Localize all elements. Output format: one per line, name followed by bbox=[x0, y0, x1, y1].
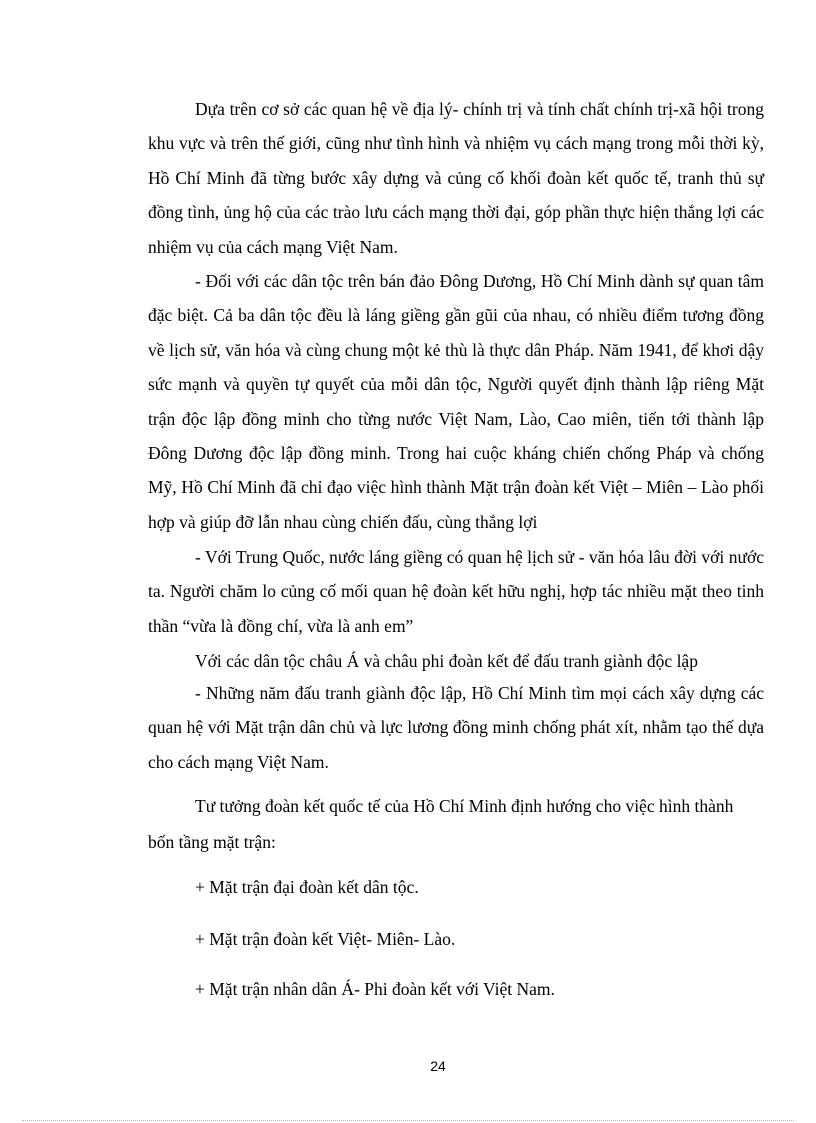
front-list-item: + Mặt trận đoàn kết Việt- Miên- Lào. bbox=[195, 929, 456, 949]
page-number: 24 bbox=[430, 1058, 446, 1074]
front-list-item: + Mặt trận nhân dân Á- Phi đoàn kết với Việt Nam. bbox=[195, 979, 555, 999]
paragraph-foundation: Dựa trên cơ sở các quan hệ về địa lý- chính trị và tính chất chính trị-xã hội trong khu vực và trên thế giới, cũng như tình hình và nhiệm vụ cách mạng trong mỗi thời kỳ, Hồ Chí Minh đã từng bước xây dựng và củng cố khối đoàn kết quốc tế, tranh thủ sự đồng tình, ủng hộ của các trào lưu cách mạng thời đại, góp phần thực hiện thắng lợi các nhiệm vụ của cách mạng Việt Nam. bbox=[148, 99, 764, 257]
paragraph-four-fronts-intro: Tư tưởng đoàn kết quốc tế của Hồ Chí Minh định hướng cho việc hình thành bốn tầng mặt trận: bbox=[148, 796, 734, 852]
paragraph-asia-africa: Với các dân tộc châu Á và châu phi đoàn kết để đấu tranh giành độc lập bbox=[195, 651, 698, 671]
paragraph-china: - Với Trung Quốc, nước láng giềng có quan hệ lịch sử - văn hóa lâu đời với nước ta. Người chăm lo củng cố mối quan hệ đoàn kết hữu nghị, hợp tác nhiều mặt theo tinh thần “vừa là đồng chí, vừa là anh em” bbox=[148, 547, 764, 636]
paragraph-independence-struggle: - Những năm đấu tranh giành độc lập, Hồ Chí Minh tìm mọi cách xây dựng các quan hệ với Mặt trận dân chủ và lực lương đồng minh chống phát xít, nhằm tạo thế dựa cho cách mạng Việt Nam. bbox=[148, 683, 764, 772]
front-list-item: + Mặt trận đại đoàn kết dân tộc. bbox=[195, 877, 419, 897]
paragraph-indochina: - Đối với các dân tộc trên bán đảo Đông Dương, Hồ Chí Minh dành sự quan tâm đặc biệt. Cả ba dân tộc đều là láng giềng gần gũi của nhau, có nhiều điểm tương đồng về lịch sử, văn hóa và cùng chung một kẻ thù là thực dân Pháp. Năm 1941, để khơi dậy sức mạnh và quyền tự quyết của mỗi dân tộc, Người quyết định thành lập riêng Mặt trận độc lập đồng minh cho từng nước Việt Nam, Lào, Cao miên, tiến tới thành lập Đông Dương độc lập đồng minh. Trong hai cuộc kháng chiến chống Pháp và chống Mỹ, Hồ Chí Minh đã chỉ đạo việc hình thành Mặt trận đoàn kết Việt – Miên – Lào phối hợp và giúp đỡ lẫn nhau cùng chiến đấu, cùng thắng lợi bbox=[148, 271, 764, 532]
page-bottom-divider bbox=[22, 1120, 794, 1121]
